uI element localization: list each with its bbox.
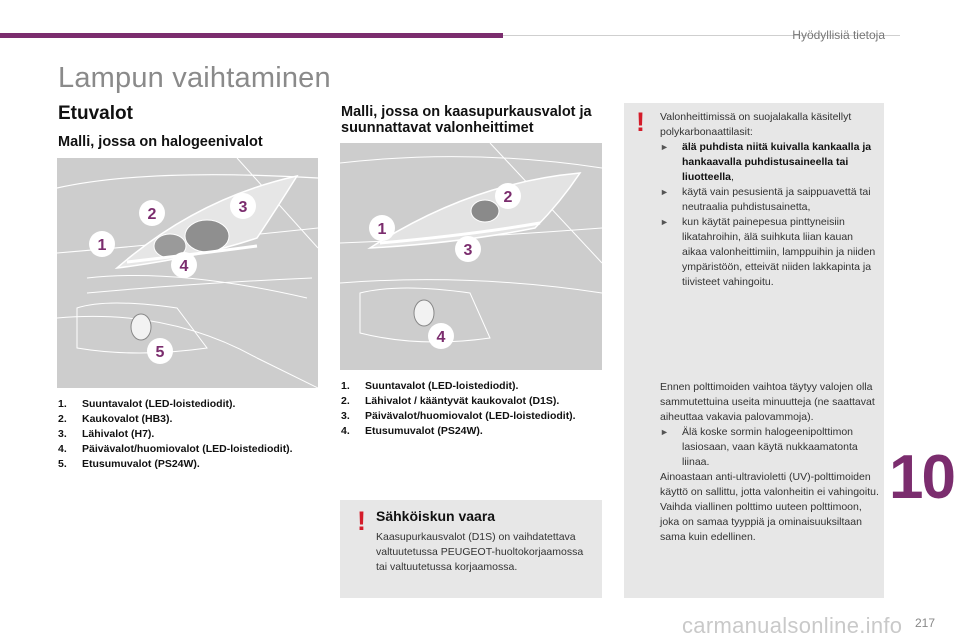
- section-title: Hyödyllisiä tietoja: [792, 28, 885, 42]
- list-item: 4. Etusumuvalot (PS24W).: [341, 425, 483, 437]
- svg-text:4: 4: [436, 329, 446, 346]
- shock-warning-text: Kaasupurkausvalot (D1S) on vaihdatettava valtuutetussa PEUGEOT-huoltokorjaamossa tai valtuutetussa korjaamossa.: [376, 531, 584, 573]
- xenon-list: [341, 379, 611, 439]
- list-item: ► älä puhdista niitä kuivalla kankaalla ja hankaavalla puhdistusaineella tai liuotteella,: [660, 141, 872, 183]
- list-item: 1. Suuntavalot (LED-loistediodit).: [341, 380, 519, 392]
- badge-5: [147, 338, 173, 364]
- list-item: ► kun käytät painepesua pinttyneisiin likatahroihin, älä suihkuta liian kauan aikaa valonheittimiin, lamppuihin ja niiden ympäristöön, etteivät niiden lakkapinta ja tiivisteet vahingoitu.: [660, 216, 876, 288]
- arrow-bullet-icon: ►: [660, 427, 669, 437]
- badge-4: [428, 323, 454, 349]
- bulb-change-para-1: Ennen polttimoiden vaihtoa täytyy valojen olla sammutettuina useita minuutteja (ne saattavat aiheuttaa vakavia palovammoja).: [660, 381, 875, 423]
- list-item: 2. Kaukovalot (HB3).: [58, 413, 173, 425]
- badge-1: [369, 215, 395, 241]
- bulb-change-para-2: Ainoastaan anti-ultravioletti (UV)-polttimoiden käyttö on sallittu, jotta valonheitin ei vahingoitu.: [660, 471, 879, 498]
- page-title: Lampun vaihtaminen: [58, 62, 331, 94]
- svg-text:2: 2: [503, 189, 513, 206]
- halogen-list: [58, 397, 298, 472]
- lens-care-intro: Valonheittimissä on suojalakalla käsitellyt polykarbonaattilasit:: [660, 111, 852, 138]
- svg-text:1: 1: [377, 221, 387, 238]
- bulb-change-text: [660, 380, 880, 545]
- badge-2: [495, 183, 521, 209]
- svg-text:1: 1: [97, 237, 107, 254]
- lens-care-text: [660, 110, 880, 290]
- exclamation-icon: !: [357, 506, 366, 536]
- halogen-headlamp-illustration: [57, 158, 318, 388]
- xenon-headlamp-illustration: [340, 143, 602, 370]
- list-item: ► Älä koske sormin halogeenipolttimon lasiosaan, vaan käytä nukkaamatonta liinaa.: [660, 426, 858, 468]
- list-item: 3. Lähivalot (H7).: [58, 428, 155, 440]
- shock-warning-box: [340, 500, 602, 598]
- svg-text:3: 3: [238, 199, 248, 216]
- list-item: 2. Lähivalot / kääntyvät kaukovalot (D1S).: [341, 395, 560, 407]
- list-item: 5. Etusumuvalot (PS24W).: [58, 458, 200, 470]
- badge-3: [230, 193, 256, 219]
- lens-care-warning-box: [624, 103, 884, 598]
- arrow-bullet-icon: ►: [660, 187, 669, 197]
- xenon-heading: Malli, jossa on kaasupurkausvalot ja suunnattavat valonheittimet: [341, 104, 592, 136]
- list-item: 1. Suuntavalot (LED-loistediodit).: [58, 398, 236, 410]
- svg-text:3: 3: [463, 242, 473, 259]
- watermark: carmanualsonline.info: [682, 613, 903, 638]
- svg-text:5: 5: [155, 344, 165, 361]
- list-item: 4. Päivävalot/huomiovalot (LED-loistediodit).: [58, 443, 293, 455]
- halogen-number-badges: [57, 158, 318, 388]
- svg-text:2: 2: [147, 206, 157, 223]
- badge-4: [171, 252, 197, 278]
- badge-2: [139, 200, 165, 226]
- halogen-heading: Malli, jossa on halogeenivalot: [58, 134, 263, 150]
- front-heading: Etuvalot: [58, 103, 133, 124]
- chapter-number: 10: [889, 443, 954, 512]
- list-item: ► käytä vain pesusientä ja saippuavettä tai neutraalia puhdistusainetta,: [660, 186, 871, 213]
- page-number: 217: [915, 616, 936, 630]
- badge-1: [89, 231, 115, 257]
- arrow-bullet-icon: ►: [660, 217, 669, 227]
- svg-text:4: 4: [179, 258, 189, 275]
- exclamation-icon: !: [636, 107, 645, 137]
- badge-3: [455, 236, 481, 262]
- bulb-change-para-3: Vaihda viallinen polttimo uuteen polttimoon, joka on samaa tyyppiä ja ominaisuuksiltaan sama kuin edellinen.: [660, 501, 862, 543]
- list-item: 3. Päivävalot/huomiovalot (LED-loistediodit).: [341, 410, 576, 422]
- xenon-number-badges: [340, 143, 602, 370]
- arrow-bullet-icon: ►: [660, 142, 669, 152]
- header-accent-bar: [0, 33, 503, 38]
- shock-warning-title: Sähköiskun vaara: [376, 508, 496, 524]
